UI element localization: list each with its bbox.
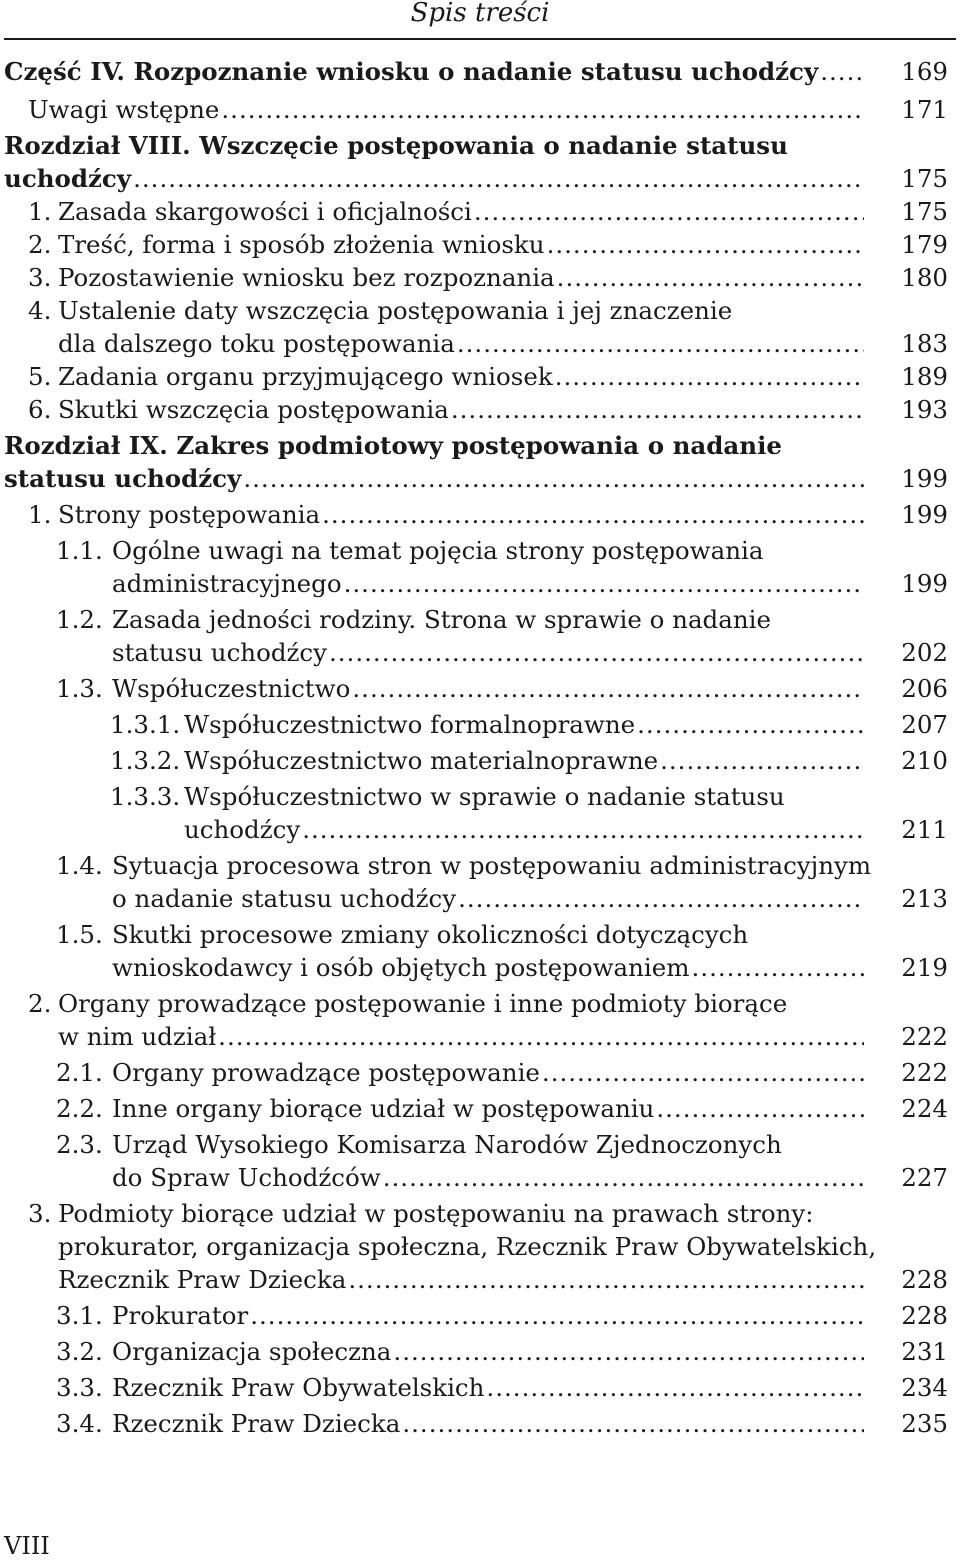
toc-entry-title: Zadania organu przyjmującego wniosek bbox=[58, 362, 553, 391]
toc-entry[interactable] bbox=[4, 393, 948, 426]
toc-entry-number: 2.1. bbox=[56, 1058, 103, 1087]
toc-entry-number: 1.3.3. bbox=[110, 782, 181, 811]
toc-leader-dots bbox=[486, 1371, 864, 1404]
toc-leader-dots bbox=[329, 636, 864, 669]
toc-leader-dots bbox=[557, 261, 864, 294]
toc-leader-dots bbox=[692, 951, 865, 984]
toc-entry-title: Treść, forma i sposób złożenia wniosku bbox=[58, 230, 545, 259]
toc-leader-dots bbox=[383, 1161, 864, 1194]
toc-entry-number: 3.2. bbox=[56, 1337, 103, 1366]
toc-leader-dots bbox=[250, 1299, 864, 1332]
toc-leader-dots bbox=[218, 1020, 864, 1053]
toc-leader-dots bbox=[660, 744, 864, 777]
toc-leader-dots bbox=[322, 498, 864, 531]
toc-page-number: 179 bbox=[901, 230, 948, 259]
header-rule bbox=[4, 38, 956, 40]
toc-entry-number: 6. bbox=[28, 395, 52, 424]
toc-entry-number: 3.4. bbox=[56, 1409, 103, 1438]
toc-entry-title: Inne organy biorące udział w postępowaniu bbox=[112, 1094, 655, 1123]
toc-entry-title: Współuczestnictwo formalnoprawne bbox=[184, 710, 636, 739]
toc-entry[interactable] bbox=[4, 261, 948, 294]
toc-page-number: 207 bbox=[901, 710, 948, 739]
toc-page-number: 206 bbox=[901, 674, 948, 703]
toc-entry-number: 3. bbox=[28, 263, 52, 292]
toc-entry-title: uchodźcy bbox=[4, 164, 132, 193]
toc-entry[interactable] bbox=[4, 498, 948, 531]
toc-leader-dots bbox=[393, 1335, 864, 1368]
toc-entry-number: 2.3. bbox=[56, 1130, 103, 1159]
toc-leader-dots bbox=[542, 1056, 864, 1089]
toc-entry-title: Ustalenie daty wszczęcia postępowania i jej znaczenie bbox=[58, 296, 733, 325]
toc-entry[interactable] bbox=[4, 849, 948, 915]
toc-entry-title: Podmioty biorące udział w postępowaniu na prawach strony: bbox=[58, 1199, 814, 1228]
toc-leader-dots bbox=[243, 462, 864, 495]
toc-page-number: 199 bbox=[901, 569, 948, 598]
toc-page-number: 202 bbox=[901, 638, 948, 667]
toc-entry-number: 3.1. bbox=[56, 1301, 103, 1330]
toc-entry-title: statusu uchodźcy bbox=[4, 464, 242, 493]
toc-leader-dots bbox=[348, 1263, 864, 1296]
toc-page-number: 222 bbox=[901, 1058, 948, 1087]
toc-entry[interactable] bbox=[4, 1299, 948, 1332]
toc-page-number: 228 bbox=[901, 1265, 948, 1294]
toc-entry-title: do Spraw Uchodźców bbox=[112, 1163, 381, 1192]
toc-entry-title: uchodźcy bbox=[184, 815, 301, 844]
toc-entry-title: Organy prowadzące postępowanie bbox=[112, 1058, 540, 1087]
toc-leader-dots bbox=[457, 327, 864, 360]
toc-entry-number: 1. bbox=[28, 197, 52, 226]
toc-entry-title: Zasada jedności rodziny. Strona w sprawie o nadanie bbox=[112, 605, 771, 634]
toc-entry-title: administracyjnego bbox=[112, 569, 342, 598]
toc-entry[interactable] bbox=[4, 93, 948, 126]
toc-page-number: 213 bbox=[901, 884, 948, 913]
toc-entry[interactable] bbox=[4, 228, 948, 261]
toc-leader-dots bbox=[656, 1092, 864, 1125]
toc-entry-title: w nim udział bbox=[58, 1022, 217, 1051]
toc-entry-title: o nadanie statusu uchodźcy bbox=[112, 884, 457, 913]
toc-page-number: 219 bbox=[901, 953, 948, 982]
toc-part-entry[interactable] bbox=[4, 429, 948, 495]
toc-entry-title: Rzecznik Praw Dziecka bbox=[58, 1265, 347, 1294]
toc-page-number: 175 bbox=[901, 164, 948, 193]
toc-page-number: 193 bbox=[901, 395, 948, 424]
toc-page-number: 231 bbox=[901, 1337, 948, 1366]
toc-page-number: 171 bbox=[901, 95, 948, 124]
toc-entry-title: Rozdział IX. Zakres podmiotowy postępowania o nadanie bbox=[4, 431, 782, 460]
toc-page-number: 224 bbox=[901, 1094, 948, 1123]
toc-leader-dots bbox=[637, 708, 864, 741]
toc-page-number: 234 bbox=[901, 1373, 948, 1402]
toc-entry-number: 1. bbox=[28, 500, 52, 529]
toc-entry-number: 1.3.1. bbox=[110, 710, 181, 739]
toc-entry-number: 1.4. bbox=[56, 851, 103, 880]
toc-entry[interactable] bbox=[4, 603, 948, 669]
toc-entry-number: 5. bbox=[28, 362, 52, 391]
toc-entry-number: 1.3. bbox=[56, 674, 103, 703]
toc-entry-number: 2. bbox=[28, 989, 52, 1018]
toc-page-number: 180 bbox=[901, 263, 948, 292]
toc-entry-title: Ogólne uwagi na temat pojęcia strony postępowania bbox=[112, 536, 764, 565]
toc-entry-title: statusu uchodźcy bbox=[112, 638, 327, 667]
toc-entry[interactable] bbox=[4, 360, 948, 393]
toc-entry-title: Współuczestnictwo w sprawie o nadanie statusu bbox=[184, 782, 785, 811]
toc-page-number: 227 bbox=[901, 1163, 948, 1192]
toc-entry-number: 1.2. bbox=[56, 605, 103, 634]
toc-page-number: 199 bbox=[901, 500, 948, 529]
toc-entry-number: 1.1. bbox=[56, 536, 103, 565]
running-header: Spis treści bbox=[410, 0, 550, 28]
toc-entry-title: Zasada skargowości i oficjalności bbox=[58, 197, 472, 226]
toc-entry-number: 3.3. bbox=[56, 1373, 103, 1402]
toc-page-number: 175 bbox=[901, 197, 948, 226]
toc-entry[interactable] bbox=[4, 534, 948, 600]
toc-entry[interactable] bbox=[4, 1371, 948, 1404]
toc-page-number: 210 bbox=[901, 746, 948, 775]
toc-leader-dots bbox=[451, 393, 864, 426]
toc-entry-number: 2.2. bbox=[56, 1094, 103, 1123]
toc-leader-dots bbox=[555, 360, 864, 393]
toc-entry-title: Współuczestnictwo bbox=[112, 674, 351, 703]
toc-entry-title: Część IV. Rozpoznanie wniosku o nadanie statusu uchodźcy bbox=[4, 57, 819, 86]
toc-entry-title: Pozostawienie wniosku bez rozpoznania bbox=[58, 263, 555, 292]
toc-entry[interactable] bbox=[4, 1197, 948, 1296]
toc-page-number: 222 bbox=[901, 1022, 948, 1051]
toc-entry-title: Organy prowadzące postępowanie i inne podmioty biorące bbox=[58, 989, 788, 1018]
toc-entry-title: Uwagi wstępne bbox=[28, 95, 220, 124]
toc-entry-number: 4. bbox=[28, 296, 52, 325]
toc-entry[interactable] bbox=[4, 780, 948, 846]
toc-page-number: 211 bbox=[901, 815, 948, 844]
toc-page-number: 189 bbox=[901, 362, 948, 391]
toc-leader-dots bbox=[820, 55, 864, 88]
toc-entry-title: Rozdział VIII. Wszczęcie postępowania o nadanie statusu bbox=[4, 131, 788, 160]
toc-page-number: 183 bbox=[901, 329, 948, 358]
toc-entry[interactable] bbox=[4, 294, 948, 360]
toc-entry[interactable] bbox=[4, 1128, 948, 1194]
toc-page-number: 199 bbox=[901, 464, 948, 493]
toc-entry-title: Prokurator bbox=[112, 1301, 249, 1330]
toc-entry-title: Sytuacja procesowa stron w postępowaniu administracyjnym bbox=[112, 851, 872, 880]
toc-part-entry[interactable] bbox=[4, 129, 948, 195]
toc-entry-title: Rzecznik Praw Obywatelskich bbox=[112, 1373, 485, 1402]
toc-leader-dots bbox=[221, 93, 864, 126]
toc-entry[interactable] bbox=[4, 987, 948, 1053]
toc-part-entry[interactable] bbox=[4, 55, 948, 88]
toc-entry-number: 1.3.2. bbox=[110, 746, 181, 775]
toc-leader-dots bbox=[352, 672, 864, 705]
table-of-contents bbox=[4, 55, 948, 1440]
toc-entry-title: prokurator, organizacja społeczna, Rzecznik Praw Obywatelskich, bbox=[58, 1232, 877, 1261]
toc-entry-title: Urząd Wysokiego Komisarza Narodów Zjednoczonych bbox=[112, 1130, 782, 1159]
toc-entry-title: Skutki procesowe zmiany okoliczności dotyczących bbox=[112, 920, 749, 949]
toc-leader-dots bbox=[474, 195, 864, 228]
toc-leader-dots bbox=[302, 813, 864, 846]
toc-entry-title: Współuczestnictwo materialnoprawne bbox=[184, 746, 659, 775]
toc-page-number: 235 bbox=[901, 1409, 948, 1438]
toc-leader-dots bbox=[344, 567, 864, 600]
toc-entry[interactable] bbox=[4, 1335, 948, 1368]
toc-entry[interactable] bbox=[4, 744, 948, 777]
toc-entry-title: Skutki wszczęcia postępowania bbox=[58, 395, 449, 424]
toc-entry[interactable] bbox=[4, 1092, 948, 1125]
toc-leader-dots bbox=[402, 1407, 864, 1440]
toc-leader-dots bbox=[547, 228, 864, 261]
toc-entry-number: 1.5. bbox=[56, 920, 103, 949]
toc-entry-title: Rzecznik Praw Dziecka bbox=[112, 1409, 401, 1438]
toc-entry-title: wnioskodawcy i osób objętych postępowaniem bbox=[112, 953, 690, 982]
toc-entry[interactable] bbox=[4, 918, 948, 984]
toc-entry[interactable] bbox=[4, 195, 948, 228]
toc-entry-number: 3. bbox=[28, 1199, 52, 1228]
toc-entry[interactable] bbox=[4, 1407, 948, 1440]
toc-page-number: 228 bbox=[901, 1301, 948, 1330]
toc-page-number: 169 bbox=[901, 57, 948, 86]
toc-entry[interactable] bbox=[4, 672, 948, 705]
page-number: VIII bbox=[4, 1532, 50, 1560]
toc-entry-number: 2. bbox=[28, 230, 52, 259]
toc-entry-title: Organizacja społeczna bbox=[112, 1337, 392, 1366]
toc-entry[interactable] bbox=[4, 1056, 948, 1089]
toc-leader-dots bbox=[133, 162, 864, 195]
toc-entry-title: Strony postępowania bbox=[58, 500, 321, 529]
toc-entry-title: dla dalszego toku postępowania bbox=[58, 329, 455, 358]
toc-entry[interactable] bbox=[4, 708, 948, 741]
toc-leader-dots bbox=[458, 882, 864, 915]
